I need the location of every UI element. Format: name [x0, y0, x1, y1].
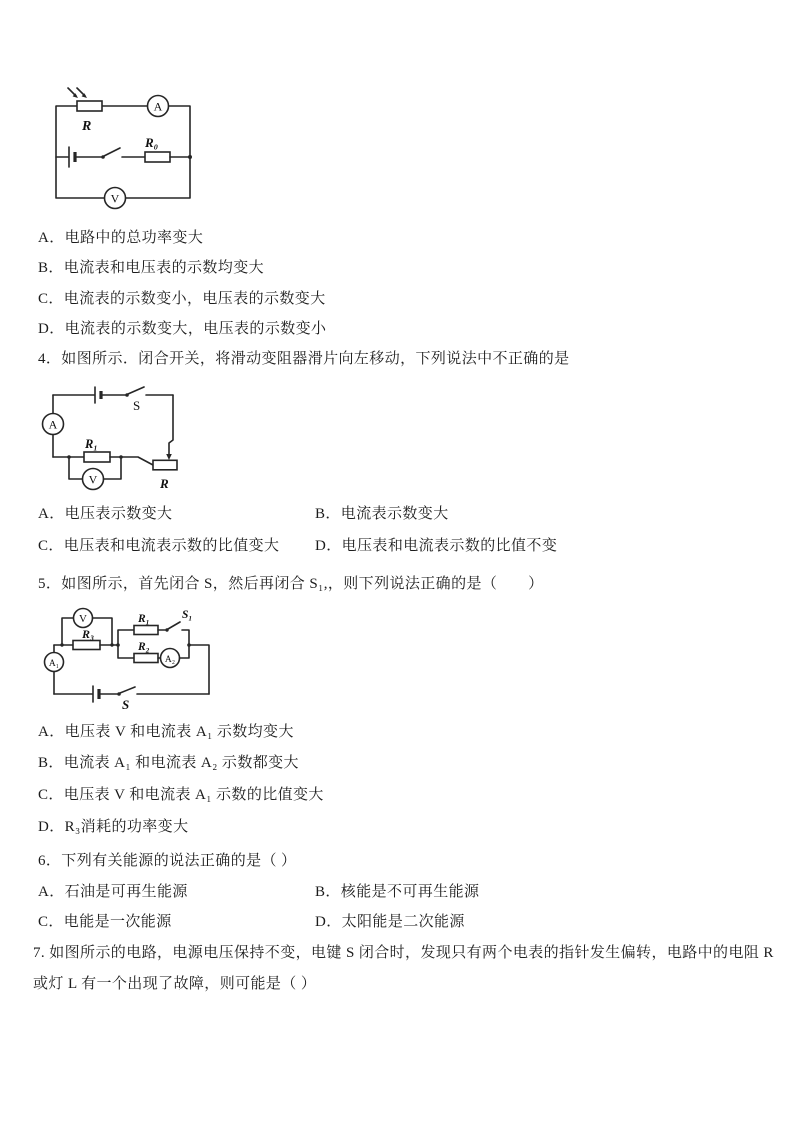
- q6-option-a: A．石油是可再生能源: [38, 884, 188, 900]
- switch-icon: [125, 387, 173, 413]
- voltmeter-label: V: [79, 613, 87, 625]
- rheostat-label: R: [160, 476, 169, 491]
- circuit-figure-q5: [42, 603, 227, 717]
- ammeter-a2-label: A₂: [164, 654, 176, 665]
- battery-icon: [54, 686, 117, 702]
- rheostat-icon: [153, 395, 177, 491]
- q6-option-c: C．电能是一次能源: [38, 914, 172, 930]
- resistor-r0-icon: [144, 135, 192, 162]
- q4-option-d: D．电压表和电流表示数的比值不变: [315, 538, 558, 554]
- photoresistor-icon: [77, 101, 102, 134]
- switch-label: S: [122, 697, 130, 712]
- light-arrows-icon: [68, 88, 87, 98]
- q5-option-b: B．电流表 A₁ 和电流表 A₂ 示数都变大: [38, 755, 299, 771]
- q6-stem: 6．下列有关能源的说法正确的是（ ）: [38, 853, 297, 869]
- branch-r1-s1: [118, 609, 192, 645]
- resistor-r1-label: R₁: [138, 613, 150, 625]
- ammeter-label: A: [48, 417, 58, 432]
- q5-option-c: C．电压表 V 和电流表 A₁ 示数的比值变大: [38, 787, 324, 803]
- ammeter-icon: [148, 96, 169, 117]
- resistor-r1-label: R₁: [85, 437, 98, 451]
- resistor-r2-label: R₂: [138, 641, 150, 653]
- q3-option-c: C．电流表的示数变小，电压表的示数变大: [38, 291, 326, 307]
- battery-icon: [56, 147, 101, 167]
- q7-stem: 7. 如图所示的电路，电源电压保持不变，电键 S 闭合时，发现只有两个电表的指针发生偏转，电路中的电阻 R 或灯 L 有一个出现了故障，则可能是（ ）: [33, 945, 774, 992]
- ammeter-a1-icon: [45, 653, 64, 672]
- resistor-r3-icon: [54, 627, 118, 650]
- battery-icon: [53, 387, 125, 403]
- branch-r2-a2: [118, 641, 189, 668]
- q5-option-d: D．R₃消耗的功率变大: [38, 819, 189, 835]
- ammeter-label: A: [153, 99, 163, 114]
- resistor-r0-label: R₀: [145, 135, 159, 150]
- q3-option-d: D．电流表的示数变大，电压表的示数变小: [38, 321, 327, 337]
- q4-option-b: B．电流表示数变大: [315, 506, 449, 522]
- photoresistor-label: R: [82, 119, 92, 134]
- q6-option-d: D．太阳能是二次能源: [315, 914, 465, 930]
- circuit-figure-q3: [46, 86, 206, 212]
- voltmeter-label: V: [110, 191, 120, 206]
- q4-option-a: A．电压表示数变大: [38, 506, 173, 522]
- voltmeter-label: V: [88, 472, 98, 487]
- q4-stem: 4．如图所示．闭合开关，将滑动变阻器滑片向左移动，下列说法中不正确的是: [38, 351, 570, 367]
- q3-option-b: B．电流表和电压表的示数均变大: [38, 260, 265, 276]
- circuit-figure-q4: [33, 384, 203, 496]
- q5-stem: 5．如图所示，首先闭合 S，然后再闭合 S₁,，则下列说法正确的是（ ）: [38, 576, 544, 592]
- switch-s1-label: S₁: [182, 609, 193, 621]
- ammeter-a1-label: A₁: [48, 658, 60, 669]
- q6-option-b: B．核能是不可再生能源: [315, 884, 480, 900]
- voltmeter-icon: [105, 188, 126, 209]
- q3-option-a: A．电路中的总功率变大: [38, 230, 204, 246]
- resistor-r3-label: R₃: [82, 627, 95, 641]
- circuit-wire: [189, 645, 209, 694]
- q5-option-a: A．电压表 V 和电流表 A₁ 示数均变大: [38, 724, 294, 740]
- q4-option-c: C．电压表和电流表示数的比值变大: [38, 538, 280, 554]
- switch-icon: [101, 148, 145, 159]
- switch-icon: [117, 687, 209, 712]
- resistor-r1-icon: [53, 437, 153, 465]
- ammeter-icon: [43, 414, 64, 435]
- switch-label: S: [133, 398, 141, 413]
